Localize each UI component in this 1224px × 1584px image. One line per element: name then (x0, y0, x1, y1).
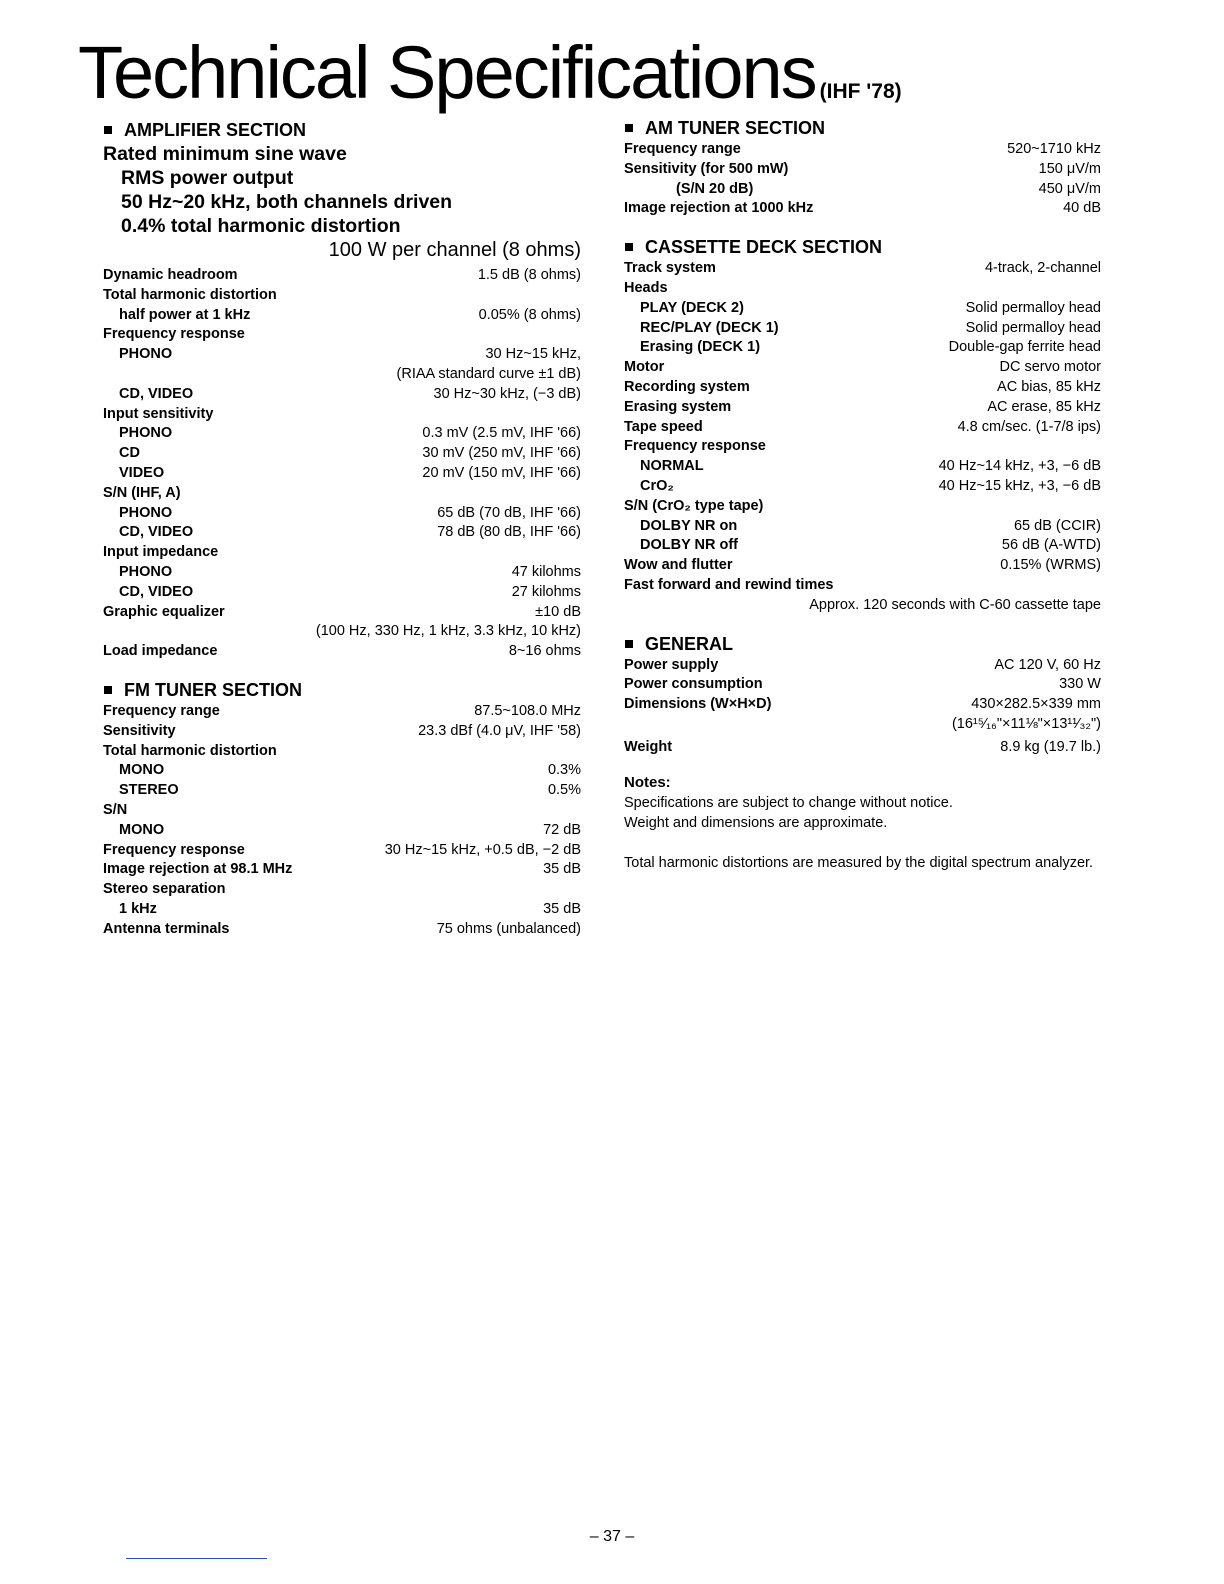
spec-row: DOLBY NR off 56 dB (A-WTD) (640, 537, 1101, 554)
spec-row: CrO₂ 40 Hz~15 kHz, +3, −6 dB (640, 477, 1101, 494)
spec-row: Frequency response 30 Hz~15 kHz, +0.5 dB, −2 dB (103, 841, 581, 858)
rated-line: Rated minimum sine wave (103, 143, 347, 165)
spec-row: Track system 4-track, 2-channel (624, 260, 1101, 277)
spec-row: CD, VIDEO 27 kilohms (119, 583, 581, 600)
bullet-square-icon (625, 640, 633, 648)
spec-row: half power at 1 kHz 0.05% (8 ohms) (119, 306, 581, 323)
bullet-square-icon (625, 243, 633, 251)
spec-row: PLAY (DECK 2) Solid permalloy head (640, 299, 1101, 316)
spec-row: Recording system AC bias, 85 kHz (624, 378, 1101, 395)
spec-row: Power supply AC 120 V, 60 Hz (624, 656, 1101, 673)
note-line: Weight and dimensions are approximate. (624, 814, 888, 831)
spec-row: MONO 72 dB (119, 821, 581, 838)
am-tuner-spec-list (624, 140, 1101, 219)
rated-line: 0.4% total harmonic distortion (121, 215, 401, 237)
bullet-square-icon (104, 686, 112, 694)
spec-row: Total harmonic distortion (103, 286, 277, 303)
spec-row-continuation: Approx. 120 seconds with C-60 cassette tape (809, 596, 1101, 613)
spec-row: Frequency range 520~1710 kHz (624, 141, 1101, 157)
spec-row: Wow and flutter 0.15% (WRMS) (624, 557, 1101, 574)
left-column (103, 118, 581, 940)
spec-row: Sensitivity 23.3 dBf (4.0 μV, IHF '58) (103, 722, 581, 739)
spec-row: Motor DC servo motor (624, 359, 1101, 376)
spec-row: Tape speed 4.8 cm/sec. (1-7/8 ips) (624, 418, 1101, 435)
spec-row: Sensitivity (for 500 mW) 150 μV/m (624, 160, 1101, 177)
spec-row: Antenna terminals 75 ohms (unbalanced) (103, 920, 581, 937)
note-line: Specifications are subject to change without notice. (624, 794, 953, 811)
cassette-spec-list (624, 259, 1101, 615)
spec-row: Input impedance (103, 544, 219, 561)
spec-row: Load impedance 8~16 ohms (103, 643, 581, 660)
section-heading-general: GENERAL (624, 632, 1101, 656)
spec-row: Frequency response (103, 326, 245, 343)
footer-rule (126, 1558, 267, 1559)
spec-row: Dynamic headroom 1.5 dB (8 ohms) (103, 267, 581, 283)
spec-row: Frequency range 87.5~108.0 MHz (103, 702, 581, 719)
note-paragraph: Total harmonic distortions are measured by the digital spectrum analyzer. (624, 854, 1094, 871)
spec-row: S/N (IHF, A) (103, 484, 181, 501)
page-title (78, 30, 902, 115)
spec-row-continuation: (RIAA standard curve ±1 dB) (396, 365, 581, 382)
rated-power-value: 100 W per channel (8 ohms) (328, 239, 581, 261)
spec-row: PHONO 0.3 mV (2.5 mV, IHF '66) (119, 425, 581, 442)
title-standard: (IHF '78) (819, 80, 902, 103)
spec-row: Stereo separation (103, 881, 226, 898)
spec-row: S/N (CrO₂ type tape) (624, 497, 764, 514)
bullet-square-icon (104, 126, 112, 134)
spec-row: Graphic equalizer ±10 dB (103, 603, 581, 620)
spec-row: NORMAL 40 Hz~14 kHz, +3, −6 dB (640, 458, 1101, 475)
bullet-square-icon (625, 124, 633, 132)
section-heading-amplifier: AMPLIFIER SECTION (103, 118, 581, 142)
spec-row: Heads (624, 279, 668, 296)
spec-row: Weight 8.9 kg (19.7 lb.) (624, 738, 1101, 755)
spec-row: MONO 0.3% (119, 762, 581, 779)
spec-row: CD 30 mV (250 mV, IHF '66) (119, 445, 581, 462)
spec-row: 1 kHz 35 dB (119, 900, 581, 917)
spec-row: CD, VIDEO 30 Hz~30 kHz, (−3 dB) (119, 385, 581, 402)
general-spec-list (624, 656, 1101, 759)
right-column (624, 116, 1101, 873)
spec-row: PHONO 30 Hz~15 kHz, (119, 346, 581, 363)
spec-row: (S/N 20 dB) 450 μV/m (676, 180, 1101, 197)
title-main: Technical Specifications (78, 31, 816, 114)
section-heading-fm-tuner: FM TUNER SECTION (103, 678, 581, 702)
spec-row: Input sensitivity (103, 405, 214, 422)
spec-row: DOLBY NR on 65 dB (CCIR) (640, 517, 1101, 534)
spec-row: VIDEO 20 mV (150 mV, IHF '66) (119, 464, 581, 481)
spec-row: STEREO 0.5% (119, 782, 581, 799)
spec-row-continuation: (16¹⁵⁄₁₆"×11⅛"×13¹¹⁄₃₂") (951, 715, 1101, 732)
amplifier-spec-list (103, 266, 581, 662)
spec-row: Image rejection at 1000 kHz 40 dB (624, 200, 1101, 217)
page-number: – 37 – (589, 1528, 635, 1545)
spec-row: PHONO 65 dB (70 dB, IHF '66) (119, 504, 581, 521)
spec-row: Fast forward and rewind times (624, 576, 834, 593)
spec-row-continuation: (100 Hz, 330 Hz, 1 kHz, 3.3 kHz, 10 kHz) (315, 623, 581, 640)
spec-row: Image rejection at 98.1 MHz 35 dB (103, 861, 581, 878)
section-heading-am-tuner: AM TUNER SECTION (624, 116, 1101, 140)
rated-line: RMS power output (121, 167, 294, 189)
rated-line: 50 Hz~20 kHz, both channels driven (121, 191, 453, 213)
spec-row: CD, VIDEO 78 dB (80 dB, IHF '66) (119, 524, 581, 541)
spec-row: Frequency response (624, 438, 766, 455)
spec-row: S/N (103, 801, 128, 818)
spec-row: Erasing system AC erase, 85 kHz (624, 398, 1101, 415)
spec-row: Total harmonic distortion (103, 742, 277, 759)
spec-row: Dimensions (W×H×D) 430×282.5×339 mm (624, 696, 1101, 713)
notes-heading: Notes: (624, 773, 671, 791)
spec-row: PHONO 47 kilohms (119, 563, 581, 580)
spec-row: Erasing (DECK 1) Double-gap ferrite head (640, 339, 1101, 356)
spec-row: REC/PLAY (DECK 1) Solid permalloy head (640, 319, 1101, 336)
fm-tuner-spec-list (103, 702, 581, 940)
section-heading-cassette-deck: CASSETTE DECK SECTION (624, 235, 1101, 259)
spec-row: Power consumption 330 W (624, 676, 1101, 693)
